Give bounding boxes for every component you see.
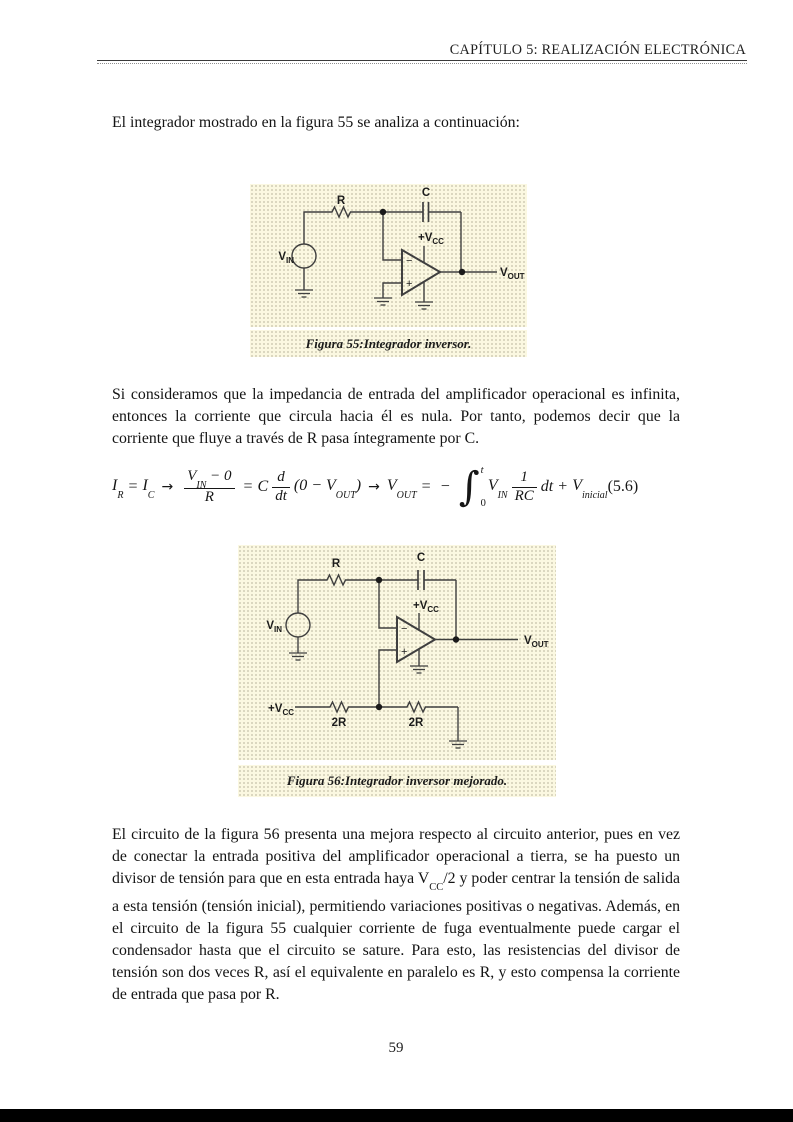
eq-ic: $I_C$: [142, 476, 155, 502]
eq-equals: =: [243, 478, 253, 495]
eq-fraction-vin-r: $\frac{V_{IN} - 0}{R}$: [184, 468, 234, 506]
vin-label: $V_{IN}$: [266, 620, 282, 634]
junction-dot: [376, 577, 382, 583]
eq-fraction-d-dt: $\frac{d}{dt}$: [272, 469, 290, 505]
figure-56-caption: Figura 56: Integrador inversor mejorado.: [238, 765, 556, 797]
minus-input-sign: −: [406, 255, 413, 267]
junction-dot: [376, 704, 382, 710]
figure-55-caption: Figura 55: Integrador inversor.: [250, 330, 527, 357]
eq-minus: −: [440, 478, 450, 495]
page-number: 59: [388, 1040, 404, 1056]
resistor-r-icon: [325, 575, 348, 585]
r-label: R: [336, 195, 346, 207]
junction-dot: [453, 636, 459, 642]
ground-icon: [449, 741, 467, 748]
eq-arrow: →: [161, 479, 174, 495]
vcc-label: $+V_{CC}$: [413, 600, 439, 614]
r2-left-label: 2R: [331, 717, 347, 729]
r2-right-label: 2R: [408, 717, 424, 729]
eq-ir: $I_R$: [112, 476, 124, 502]
eq-arrow: →: [368, 479, 380, 495]
eq-vinicial: $V_{inicial}$: [572, 476, 608, 502]
figure-55: [250, 184, 527, 357]
eq-paren-term: $(0 - V_{OUT})$: [293, 476, 362, 502]
vcc-label: $+V_{CC}$: [418, 232, 444, 246]
c-label: C: [416, 552, 426, 564]
eq-equals: =: [128, 478, 138, 495]
scan-edge-bar: [0, 1109, 793, 1122]
eq-integral: ∫ t 0: [458, 464, 486, 510]
resistor-2r-icon: [328, 702, 351, 712]
c-label: C: [421, 187, 431, 199]
plus-input-sign: +: [406, 278, 413, 290]
vout-label: $V_{OUT}$: [500, 267, 525, 281]
chapter-header: CAPÍTULO 5: REALIZACIÓN ELECTRÓNICA: [449, 42, 746, 58]
equation-number: (5.6): [607, 478, 639, 495]
eq-vin: $V_{IN}$: [487, 476, 508, 502]
minus-input-sign: −: [401, 623, 408, 635]
eq-dt: dt: [540, 478, 554, 495]
r-label: R: [331, 558, 341, 570]
vin-source-icon: [286, 613, 310, 637]
plus-input-sign: +: [401, 646, 408, 658]
resistor-r-icon: [330, 207, 353, 217]
ground-icon: [415, 302, 433, 309]
eq-equals: =: [421, 478, 431, 495]
eq-fraction-1-rc: $\frac{1}{RC}$: [512, 469, 537, 505]
header-rule: [97, 60, 747, 64]
paragraph-mejora: El circuito de la figura 56 presenta una mejora respecto al circuito anterior, pues en vez de conectar la entrada positiva del amplificador operacional a tierra, se ha puesto un divisor de tensión para que en esta entrada haya $V_{CC}/2$ y poder centrar la tensión de salida a esta tensión (tensión inicial), permitiendo variaciones positivas o negativas. Además, en el circuito de la figura 55 cualquier corriente de fuga eventualmente puede cargar el condensador hasta que el circuito se sature. Para esto, las resistencias del divisor de tensión son dos veces R, así el equivalente en paralelo es R, y esto compensa la corriente de entrada que pasa por R.: [112, 826, 680, 1003]
junction-dot: [380, 209, 386, 215]
wires: [292, 202, 497, 302]
ground-icon: [295, 290, 313, 297]
circuit-integrator-inversor: [250, 184, 527, 327]
vin-source-icon: [292, 244, 316, 268]
equation-5-6: [112, 456, 639, 518]
paragraph-impedance: Si consideramos que la impedancia de entrada del amplificador operacional es infinita, entonces la corriente que circula hacia él es nula. Por tanto, podemos decir que la corriente que fluye a través de R pasa íntegramente por C.: [112, 386, 680, 447]
eq-vout: $V_{OUT}$: [386, 476, 417, 502]
figure-56: [238, 545, 556, 797]
eq-plus: +: [558, 478, 568, 495]
ground-icon: [374, 298, 392, 305]
intro-paragraph: El integrador mostrado en la figura 55 se analiza a continuación:: [112, 114, 520, 131]
vout-label: $V_{OUT}$: [524, 635, 549, 649]
vcc-divider-label: $+V_{CC}$: [268, 703, 294, 717]
vin-label: $V_{IN}$: [278, 251, 294, 265]
junction-dot: [459, 269, 465, 275]
eq-c: C: [257, 478, 269, 495]
ground-icon: [289, 653, 307, 660]
circuit-integrator-inversor-mejorado: [238, 545, 556, 760]
resistor-2r-icon: [405, 702, 428, 712]
ground-icon: [410, 666, 428, 673]
